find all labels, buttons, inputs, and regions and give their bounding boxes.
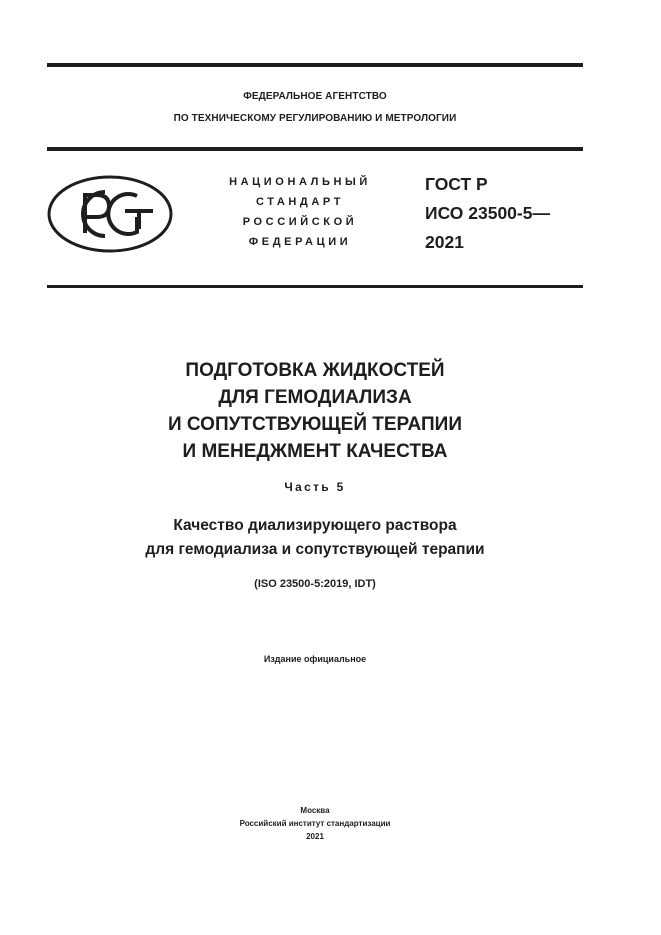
- standard-designation: [425, 170, 550, 257]
- standard-type-block: [200, 172, 400, 252]
- imprint-publisher: Российский институт стандартизации: [239, 819, 391, 828]
- designation-line3: 2021: [425, 232, 464, 252]
- edition-note: Издание официальное: [263, 654, 367, 664]
- top-rule: [47, 63, 583, 67]
- title-line2: ДЛЯ ГЕМОДИАЛИЗА: [218, 387, 412, 408]
- title-line4: И МЕНЕДЖМЕНТ КАЧЕСТВА: [182, 441, 448, 462]
- agency-name-line2: ПО ТЕХНИЧЕСКОМУ РЕГУЛИРОВАНИЮ И МЕТРОЛОГИИ: [173, 113, 457, 124]
- designation-line1: ГОСТ Р: [425, 174, 488, 194]
- document-title: [47, 357, 583, 465]
- imprint-block: [47, 804, 583, 843]
- iso-reference: (ISO 23500-5:2019, IDT): [254, 578, 376, 590]
- standard-type-line1: НАЦИОНАЛЬНЫЙ: [229, 176, 371, 188]
- agency-name-line1: ФЕДЕРАЛЬНОЕ АГЕНТСТВО: [243, 91, 387, 102]
- title-line3: И СОПУТСТВУЮЩЕЙ ТЕРАПИИ: [168, 414, 462, 435]
- document-subtitle: [47, 514, 583, 562]
- designation-rule: [47, 285, 583, 288]
- imprint-year: 2021: [306, 832, 324, 841]
- gost-r-emblem-icon: [47, 175, 173, 253]
- header-rule: [47, 147, 583, 151]
- subtitle-line2: для гемодиализа и сопутствующей терапии: [145, 541, 485, 558]
- imprint-city: Москва: [300, 806, 330, 815]
- title-line1: ПОДГОТОВКА ЖИДКОСТЕЙ: [185, 360, 445, 381]
- standard-type-line3: РОССИЙСКОЙ: [242, 216, 358, 228]
- designation-line2: ИСО 23500-5—: [425, 203, 550, 223]
- standard-type-line2: СТАНДАРТ: [255, 196, 345, 208]
- subtitle-line1: Качество диализирующего раствора: [173, 517, 457, 534]
- part-number: Часть 5: [284, 480, 346, 494]
- standard-type-line4: ФЕДЕРАЦИИ: [248, 236, 352, 248]
